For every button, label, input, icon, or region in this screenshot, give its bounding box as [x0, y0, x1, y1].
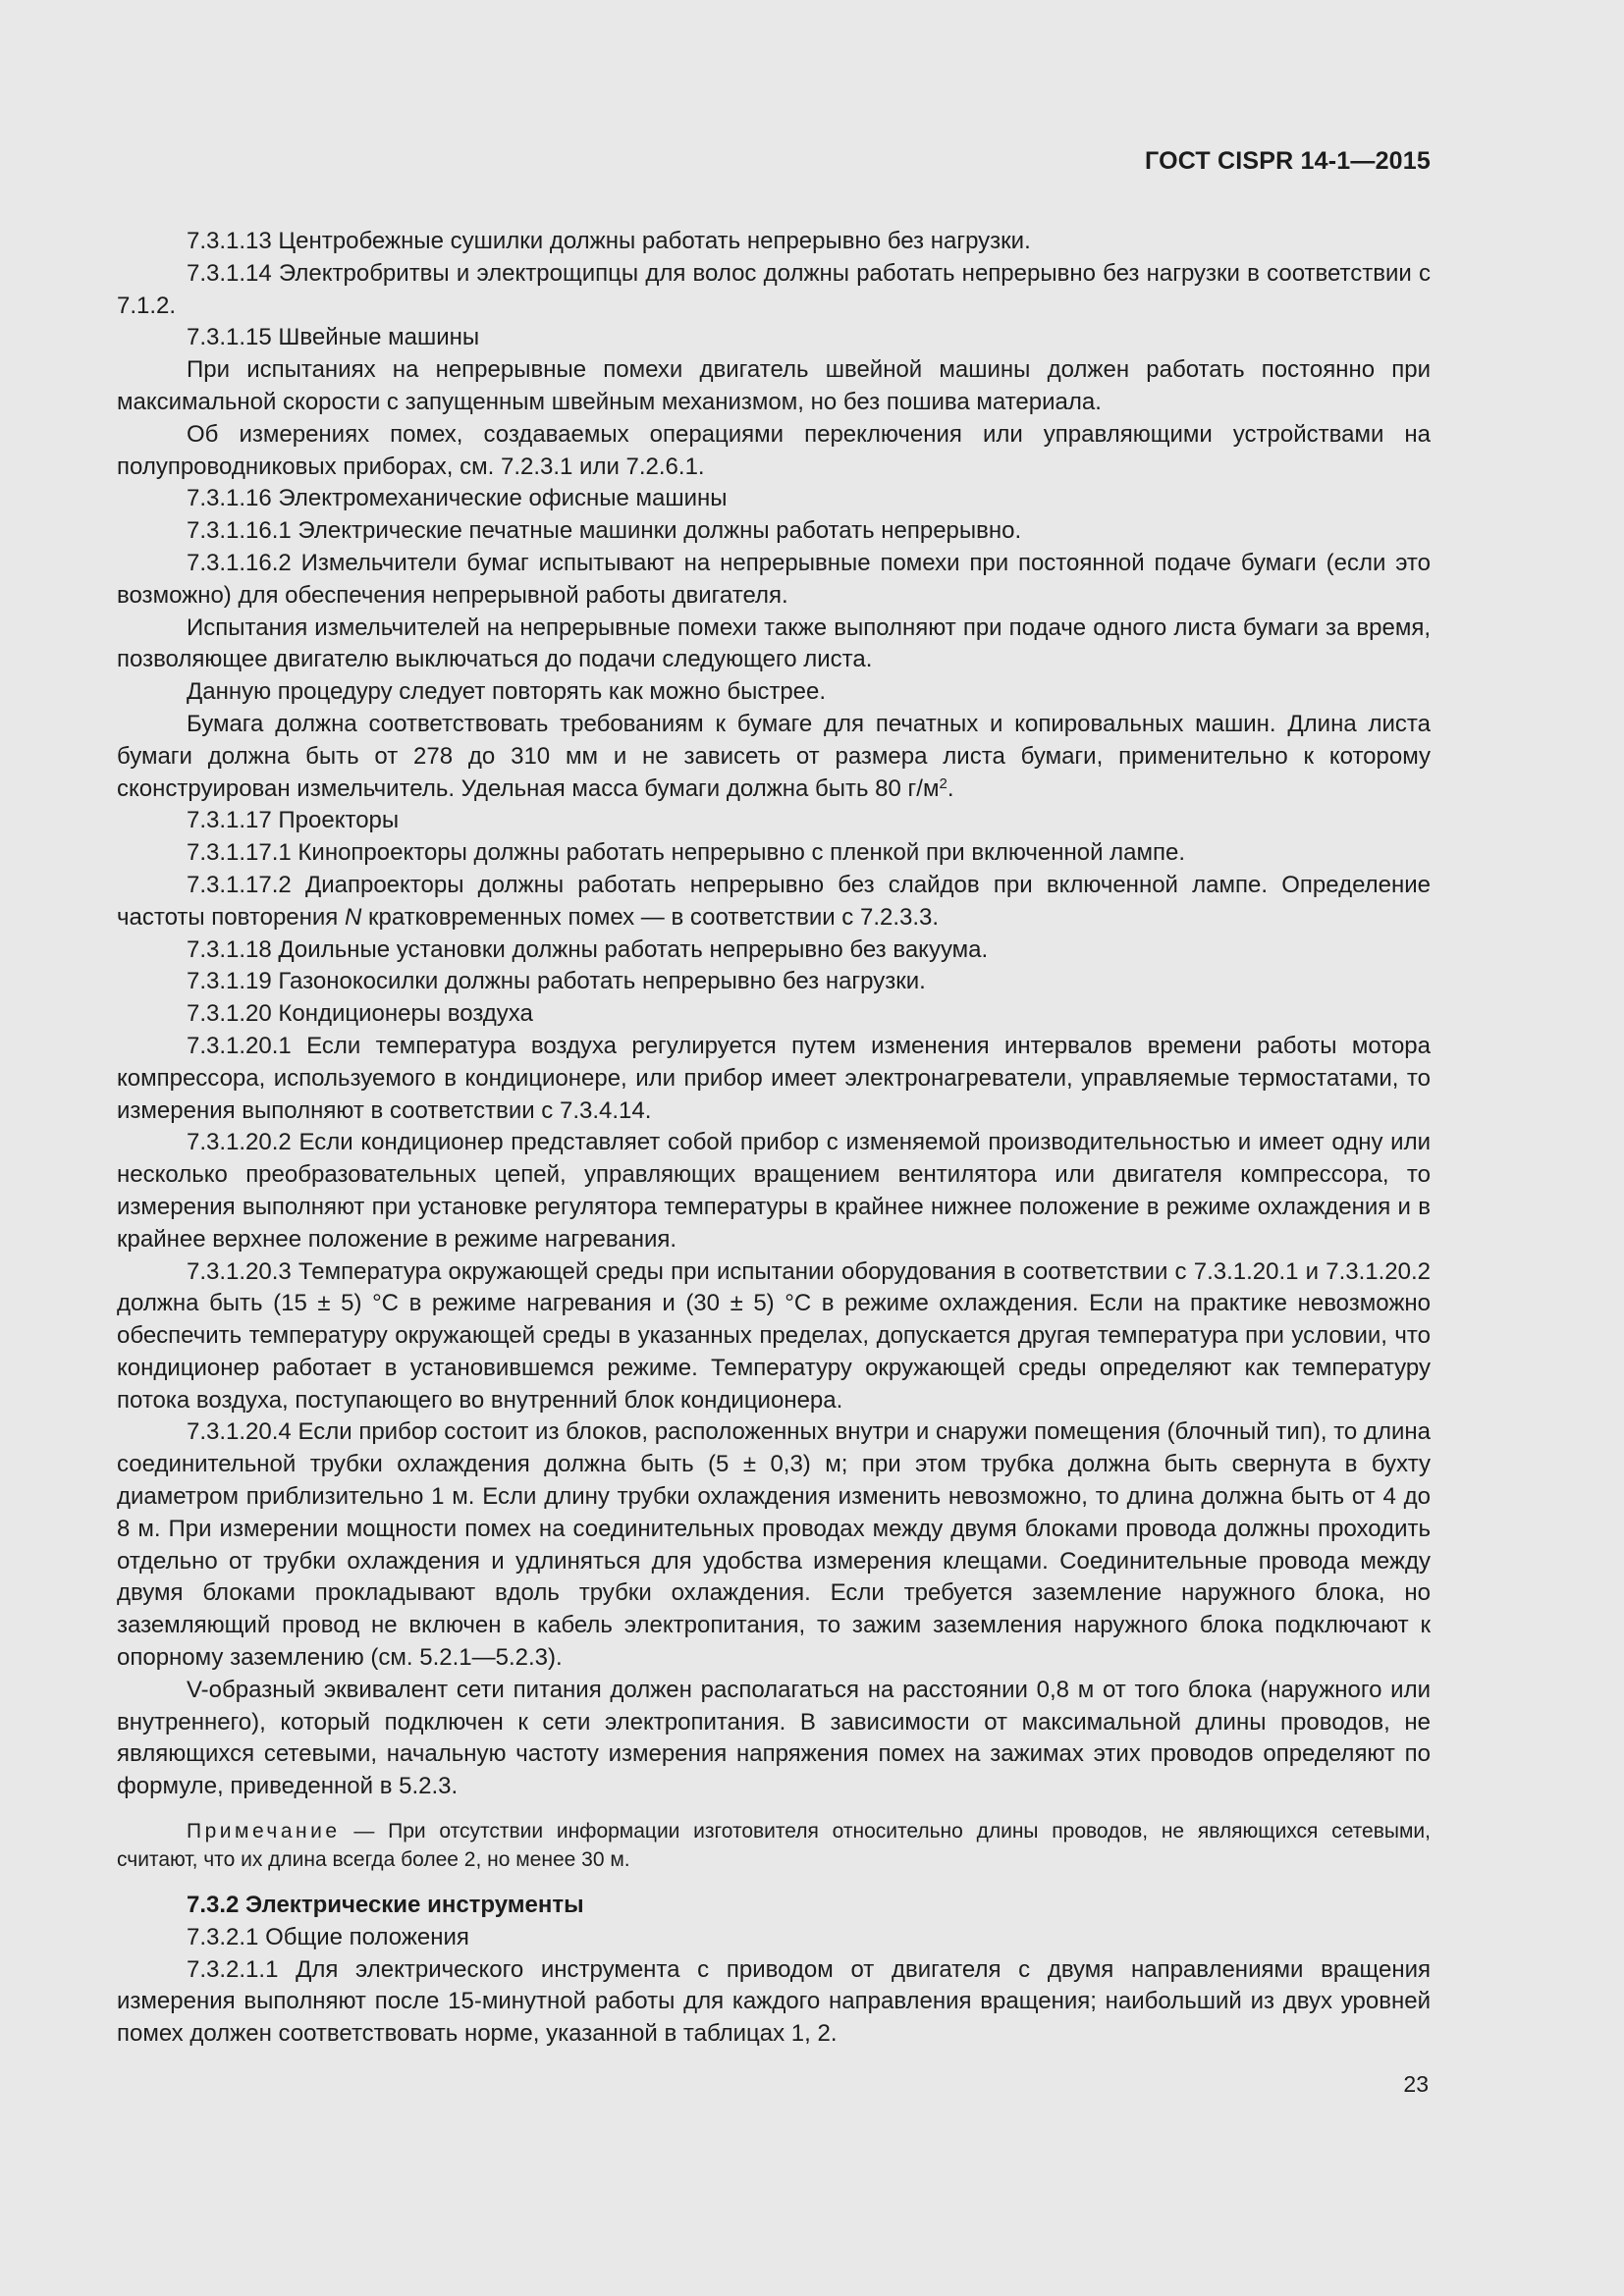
paragraph: 7.3.1.13 Центробежные сушилки должны работать непрерывно без нагрузки. [187, 228, 1031, 254]
paragraph-text: 7.3.1.17.2 Диапроекторы должны работать непрерывно без слайдов при включенной лампе. Определение частоты повторения [117, 871, 1431, 931]
paragraph: 7.3.2.1 Общие положения [187, 1923, 469, 1950]
paragraph-projectors [117, 870, 1431, 934]
paragraph: При испытаниях на непрерывные помехи двигатель швейной машины должен работать постоянно при максимальной скорости с запущенным швейным механизмом, но без пошива материала. [117, 356, 1431, 415]
note-dash: — [340, 1820, 389, 1843]
paragraph: 7.3.1.20.1 Если температура воздуха регулируется путем изменения интервалов времени работы мотора компрессора, используемого в кондиционере, или прибор имеет электронагреватели, управляемые термостатами, то измерения выполняют в соответствии с 7.3.4.14. [117, 1032, 1431, 1124]
paragraph-paper-spec [117, 709, 1431, 805]
paragraph-text-rest: кратковременных помех — в соответствии с 7.2.3.3. [361, 903, 940, 931]
paragraph: Об измерениях помех, создаваемых операциями переключения или управляющими устройствами на полупроводниковых приборах, см. 7.2.3.1 или 7.2.6.1. [117, 420, 1431, 480]
paragraph: Данную процедуру следует повторять как можно быстрее. [187, 678, 827, 706]
note-label: Примечание [187, 1820, 341, 1843]
paragraph: 7.3.1.16.2 Измельчители бумаг испытывают на непрерывные помехи при постоянной подаче бумаги (если это возможно) для обеспечения непрерывной работы двигателя. [117, 549, 1431, 609]
paragraph: 7.3.1.20.4 Если прибор состоит из блоков, расположенных внутри и снаружи помещения (блочный тип), то длина соединительной трубки охлаждения должна быть (5 ± 0,3) м; при этом трубка должна быть свернута в бухту диаметром приблизительно 1 м. Если длину трубки охлаждения изменить невозможно, то длина должна быть от 4 до 8 м. При измерении мощности помех на соединительных проводах между двумя блоками провода должны проходить отдельно от трубки охлаждения и удлиняться для удобства измерения клещами. Соединительные провода между двумя блоками прокладывают вдоль трубки охлаждения. Если требуется заземление наружного блока, но заземляющий провод не включен в кабель электропитания, то зажим заземления наружного блока подключают к опорному заземлению (см. 5.2.1—5.2.3). [117, 1418, 1431, 1672]
paragraph: 7.3.1.20.2 Если кондиционер представляет собой прибор с изменяемой производительностью и имеет одну или несколько преобразовательных цепей, управляющих вращением вентилятора или двигателя компрессора, то измерения выполняют при установке регулятора температуры в крайнее нижнее положение в режиме охлаждения и в крайнее верхнее положение в режиме нагревания. [117, 1129, 1431, 1253]
paragraph: 7.3.1.16.1 Электрические печатные машинки должны работать непрерывно. [187, 517, 1022, 545]
paragraph: 7.3.1.16 Электромеханические офисные машины [187, 485, 728, 512]
paragraph: V-образный эквивалент сети питания должен располагаться на расстоянии 0,8 м от того блока (наружного или внутреннего), который подключен к сети электропитания. В зависимости от максимальной длины проводов, не являющихся сетевыми, начальную частоту измерения напряжения помех на зажимах этих проводов определяют по формуле, приведенной в 5.2.3. [117, 1676, 1431, 1800]
paragraph: Испытания измельчителей на непрерывные помехи также выполняют при подаче одного листа бумаги за время, позволяющее двигателю выключаться до подачи следующего листа. [117, 614, 1431, 673]
note [117, 1817, 1431, 1874]
page-number: 23 [1403, 2071, 1429, 2097]
paragraph: 7.3.1.20 Кондиционеры воздуха [187, 1000, 533, 1028]
document-body [117, 226, 1431, 2051]
document-header: ГОСТ CISPR 14-1—2015 [1145, 147, 1431, 175]
paragraph: 7.3.1.20.3 Температура окружающей среды при испытании оборудования в соответствии с 7.3.1.20.1 и 7.3.1.20.2 должна быть (15 ± 5) °С в режиме нагревания и (30 ± 5) °С в режиме охлаждения. Если на практике невозможно обеспечить температуру окружающей среды в указанных пределах, допускается другая температура при условии, что кондиционер работает в установившемся режиме. Температуру окружающей среды определяют как температуру потока воздуха, поступающего во внутренний блок кондиционера. [117, 1257, 1431, 1414]
paragraph-text: Бумага должна соответствовать требованиям к бумаге для печатных и копировальных машин. Длина листа бумаги должна быть от 278 до 310 мм и не зависеть от размера листа бумаги, применительно к которому сконструирован измельчитель. Удельная масса бумаги должна быть 80 г/м [117, 710, 1431, 802]
symbol-n: N [344, 903, 362, 931]
paragraph: 7.3.2.1.1 Для электрического инструмента с приводом от двигателя с двумя направлениями вращения измерения выполняют после 15-минутной работы для каждого направления вращения; наибольший из двух уровней помех должен соответствовать норме, указанной в таблицах 1, 2. [117, 1955, 1431, 2048]
paragraph: 7.3.1.17.1 Кинопроекторы должны работать непрерывно с пленкой при включенной лампе. [187, 839, 1186, 867]
section-heading: 7.3.2 Электрические инструменты [187, 1892, 584, 1919]
paragraph: 7.3.1.17 Проекторы [187, 807, 400, 834]
note-text: При отсутствии информации изготовителя относительно длины проводов, не являющихся сетевыми, считают, что их длина всегда более 2, но менее 30 м. [117, 1820, 1431, 1872]
paragraph: 7.3.1.18 Доильные установки должны работать непрерывно без вакуума. [187, 935, 989, 963]
superscript: 2 [939, 774, 947, 792]
paragraph: 7.3.1.19 Газонокосилки должны работать непрерывно без нагрузки. [187, 968, 926, 995]
paragraph-end: . [947, 774, 954, 802]
paragraph: 7.3.1.15 Швейные машины [187, 324, 480, 351]
paragraph: 7.3.1.14 Электробритвы и электрощипцы для волос должны работать непрерывно без нагрузки в соответствии с 7.1.2. [117, 259, 1431, 319]
